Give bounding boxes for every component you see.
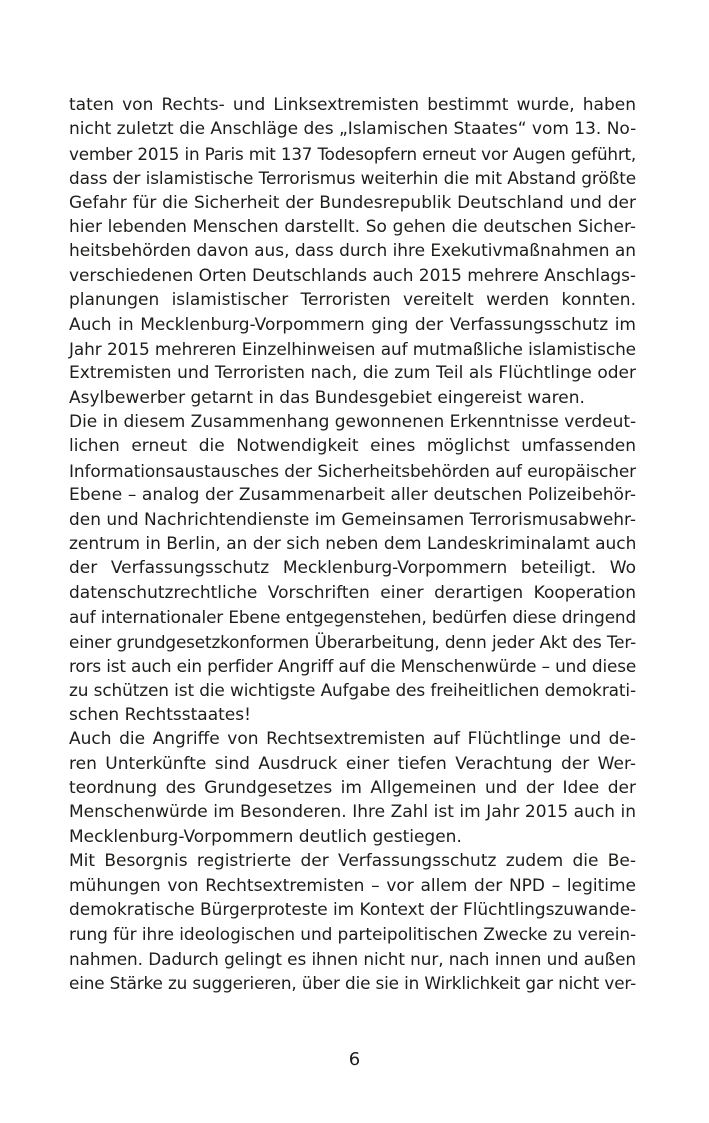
text-line: Ebene – analog der Zusammenarbeit aller deutschen Polizeibehör- bbox=[69, 485, 636, 506]
text-line: ren Unterkünfte sind Ausdruck einer tiefen Verachtung der Wer- bbox=[69, 753, 636, 774]
text-line: einer grundgesetzkonformen Überarbeitung, denn jeder Akt des Ter- bbox=[69, 631, 636, 652]
text-line: zentrum in Berlin, an der sich neben dem Landeskriminalamt auch bbox=[69, 534, 637, 555]
text-line: nicht zuletzt die Anschläge des „Islamischen Staates“ vom 13. No- bbox=[69, 119, 637, 140]
text-line: heitsbehörden davon aus, dass durch ihre Exekutivmaßnahmen an bbox=[69, 241, 636, 262]
text-line: zu schützen ist die wichtigste Aufgabe des freiheitlichen demokrati- bbox=[69, 680, 636, 701]
text-line: mühungen von Rechtsextremisten – vor allem der NPD – legitime bbox=[69, 875, 636, 896]
paragraph bbox=[69, 93, 636, 410]
body-text bbox=[69, 93, 636, 995]
text-line: Asylbewerber getarnt in das Bundesgebiet eingereist waren. bbox=[69, 387, 585, 408]
text-line: vember 2015 in Paris mit 137 Todesopfern erneut vor Augen geführt, bbox=[69, 143, 636, 164]
text-line: Auch in Mecklenburg-Vorpommern ging der Verfassungsschutz im bbox=[69, 314, 636, 335]
text-line: Menschenwürde im Besonderen. Ihre Zahl ist im Jahr 2015 auch in bbox=[69, 802, 636, 823]
text-line: Auch die Angriffe von Rechtsextremisten auf Flüchtlinge und de- bbox=[69, 729, 636, 750]
text-line: rors ist auch ein perfider Angriff auf die Menschenwürde – und diese bbox=[69, 655, 637, 676]
text-line: datenschutzrechtliche Vorschriften einer derartigen Kooperation bbox=[69, 582, 636, 603]
text-line: Informationsaustausches der Sicherheitsbehörden auf europäischer bbox=[69, 460, 636, 481]
text-line: Mecklenburg-Vorpommern deutlich gestiegen. bbox=[69, 826, 462, 847]
text-line: rung für ihre ideologischen und parteipolitischen Zwecke zu verein- bbox=[69, 924, 636, 945]
text-line: verschiedenen Orten Deutschlands auch 2015 mehrere Anschlags- bbox=[69, 265, 636, 286]
text-line: Die in diesem Zusammenhang gewonnenen Erkenntnisse verdeut- bbox=[69, 412, 637, 433]
text-line: demokratische Bürgerproteste im Kontext der Flüchtlingszuwande- bbox=[69, 899, 637, 920]
text-line: hier lebenden Menschen darstellt. So gehen die deutschen Sicher- bbox=[69, 216, 636, 237]
text-line: schen Rechtsstaates! bbox=[69, 704, 251, 725]
text-line: dass der islamistische Terrorismus weiterhin die mit Abstand größte bbox=[69, 168, 637, 189]
text-line: Jahr 2015 mehreren Einzelhinweisen auf mutmaßliche islamistische bbox=[69, 338, 636, 359]
text-line: auf internationaler Ebene entgegenstehen, bedürfen diese dringend bbox=[69, 607, 636, 628]
paragraph bbox=[69, 849, 636, 995]
text-line: den und Nachrichtendienste im Gemeinsamen Terrorismusabwehr- bbox=[69, 509, 636, 530]
text-line: eine Stärke zu suggerieren, über die sie in Wirklichkeit gar nicht ver- bbox=[69, 973, 636, 994]
text-line: der Verfassungsschutz Mecklenburg-Vorpommern beteiligt. Wo bbox=[69, 558, 636, 579]
text-line: planungen islamistischer Terroristen vereitelt werden konnten. bbox=[69, 290, 636, 311]
paragraph bbox=[69, 727, 636, 849]
text-line: nahmen. Dadurch gelingt es ihnen nicht nur, nach innen und außen bbox=[69, 948, 636, 969]
text-line: teordnung des Grundgesetzes im Allgemeinen und der Idee der bbox=[69, 777, 636, 798]
text-line: Mit Besorgnis registrierte der Verfassungsschutz zudem die Be- bbox=[69, 851, 636, 872]
paragraph bbox=[69, 410, 636, 727]
text-line: Gefahr für die Sicherheit der Bundesrepublik Deutschland und der bbox=[69, 192, 636, 213]
text-line: taten von Rechts- und Linksextremisten bestimmt wurde, haben bbox=[69, 95, 636, 115]
text-line: lichen erneut die Notwendigkeit eines möglichst umfassenden bbox=[69, 436, 636, 457]
page-number: 6 bbox=[348, 1049, 361, 1070]
text-line: Extremisten und Terroristen nach, die zum Teil als Flüchtlinge oder bbox=[69, 363, 636, 384]
